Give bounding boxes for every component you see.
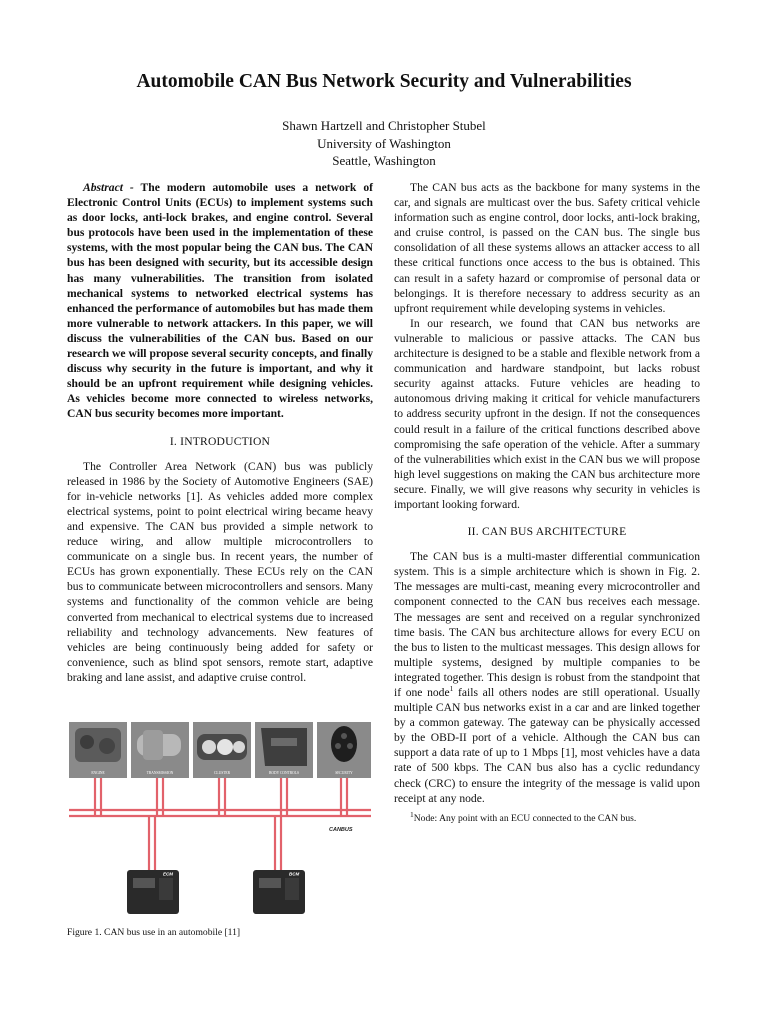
section-heading-introduction: I. INTRODUCTION xyxy=(169,434,271,448)
architecture-text-b: fails all others nodes are still operational. Usually multiple CAN bus networks exist in a car and are linked together by a common gateway. The gateway can be physically accessed by the OBD-II port of a vehicle. Although the CAN bus can support a data rate of up to 1 Mbps [1], most vehicles have a data rate of 500 kbps. The CAN bus also has a cyclic redundancy check (CRC) to ensure the integrity of the message is valid upon receipt at any node. xyxy=(394,686,701,805)
intro-paragraph: In our research, we found that CAN bus networks are vulnerable to malicious or passive attacks. The CAN bus architecture is designed to be a stable and flexible network from a communication and hardware standpoint, but lacks robust security against attacks. Future vehicles are heading to autonomous driving making it critical for vehicle manufacturers to address security upfront in the design. If not the consequences could result in a failure of the critical functions described above compromising the safe operation of the vehicle. After a summary of the vulnerabilities which exist in the CAN bus we will propose high level suggestions on making the CAN bus architecture more secure. Finally, we will give reasons why security in vehicles is important looking forward. xyxy=(394,316,700,511)
paper-title: Automobile CAN Bus Network Security and Vulnerabilities xyxy=(136,71,632,92)
component-label: CLUSTER xyxy=(214,771,230,775)
author-block xyxy=(140,117,628,170)
component-label: SECURITY xyxy=(335,771,353,775)
author-affiliation: University of Washington xyxy=(317,135,451,151)
can-bus-label: CANBUS xyxy=(329,827,353,833)
component-engine xyxy=(69,722,127,778)
component-transmission xyxy=(131,722,189,778)
author-names: Shawn Hartzell and Christopher Stubel xyxy=(282,118,486,133)
ecu-label: ECM xyxy=(163,871,173,877)
abstract xyxy=(67,180,373,422)
ecu-module-bcm xyxy=(253,870,305,914)
footnote-text: Node: Any point with an ECU connected to the CAN bus. xyxy=(413,812,637,824)
section-heading-architecture: II. CAN BUS ARCHITECTURE xyxy=(467,525,627,539)
component-body-controls xyxy=(255,722,313,778)
can-bus-figure xyxy=(67,720,373,918)
figure-caption: Figure 1. CAN bus use in an automobile [11] xyxy=(67,927,241,938)
author-location: Seattle, Washington xyxy=(332,153,436,168)
intro-paragraph: The Controller Area Network (CAN) bus was publicly released in 1986 by the Society of Automotive Engineers (SAE) for in-vehicle networks [1]. As vehicles added more complex electrical systems, point to point electrical wiring became heavy and expensive. The CAN bus provided a simple network to reduce wiring, and allow multiple microcontrollers to communicate on a single bus. In recent years, the number of ECUs has grown exponentially. These ECUs rely on the CAN bus to communicate between microcontrollers and sensors. Many systems and functionality of the common vehicle are being converted from mechanical to electrical systems due to increased reliability and technology advancements. New features of vehicles are being continuously being added for safety or convenience, such as blind spot sensors, remote start, adaptive braking and lane assist, and adaptive cruise control. xyxy=(67,459,373,684)
left-column xyxy=(67,180,373,685)
architecture-text-a: The CAN bus is a multi-master differential communication system. This is a simple architecture which is shown in Fig. 2. The messages are multi-cast, meaning every microcontroller and component connected to the CAN bus receives each message. The messages are sent and received on a regular synchronized time basis. The CAN bus architecture allows for every ECU on the bus to listen to the multicast messages. This design allows for multiple systems, designed by multiple companies to be integrated together. This design is robust from the standpoint that if one node xyxy=(394,550,700,699)
can-bus-wires xyxy=(69,778,371,870)
abstract-text: The modern automobile uses a network of Electronic Control Units (ECUs) to implement systems such as door locks, anti-lock brakes, and engine control. Several bus protocols have been used in the implementation of these systems, with the most popular being the CAN bus. The CAN bus has been designed with security, but its accessible design has many vulnerabilities. The transition from isolated mechanical systems to networked electrical systems has enhanced the performance of automobiles but has made them more vulnerable to network attackers. In this paper, we will discuss the vulnerabilities of the CAN bus. Based on our research we will propose several security concepts, and finally discuss why security in the future is important, and why it should be an upfront requirement while designing vehicles. As vehicles become more connected to wireless networks, CAN bus security becomes more important. xyxy=(67,181,373,421)
abstract-label: Abstract - xyxy=(83,181,134,194)
ecu-label: BCM xyxy=(289,871,300,877)
component-label: BODY CONTROLS xyxy=(269,771,299,775)
component-cluster xyxy=(193,722,251,778)
ecu-module-ecm xyxy=(127,870,179,914)
right-column xyxy=(394,180,700,825)
intro-paragraph: The CAN bus acts as the backbone for many systems in the car, and signals are multicast over the bus. Safety critical vehicle information such as engine control, door locks, anti-lock braking, and cruise control, is passed on the CAN bus. The single bus consolidation of all these systems allows an attacker access to all these critical functions once access to the bus is obtained. This can result in a safety hazard or compromise of personal data or belongings. It is therefore necessary to address security as an upfront requirement while developing systems in vehicles. xyxy=(394,181,700,315)
footnote-marker: 1 xyxy=(449,684,454,694)
architecture-paragraph xyxy=(394,549,700,806)
component-security xyxy=(317,722,371,778)
footnote xyxy=(394,809,700,825)
component-label: ENGINE xyxy=(91,771,105,775)
can-bus-diagram xyxy=(67,720,373,918)
component-label: TRANSMISSION xyxy=(146,771,174,775)
footnote-number: 1 xyxy=(410,809,414,819)
